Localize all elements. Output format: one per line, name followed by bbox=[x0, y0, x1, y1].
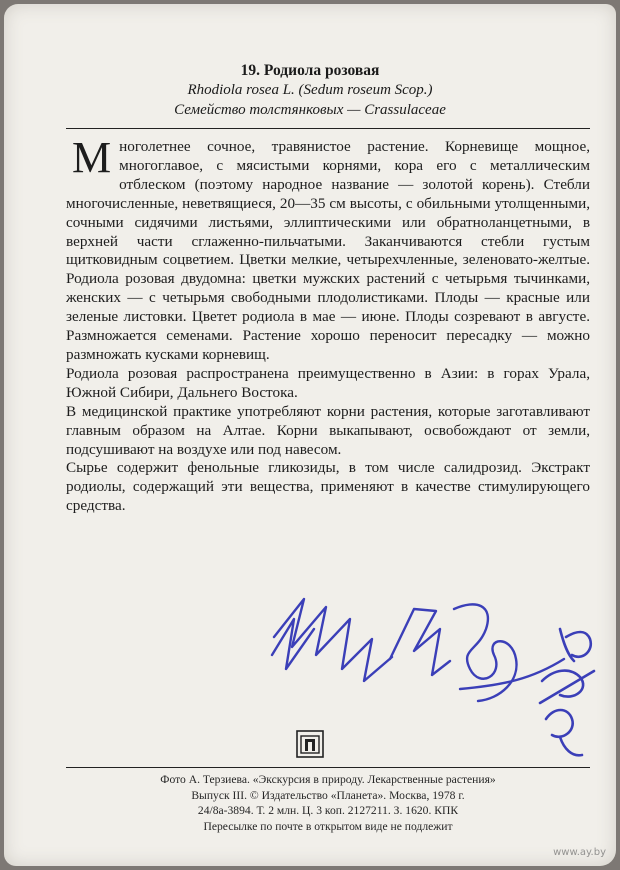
imprint-line-2: Выпуск III. © Издательство «Планета». Москва, 1978 г. bbox=[191, 788, 465, 802]
imprint-line-4: Пересылке по почте в открытом виде не подлежит bbox=[203, 819, 453, 833]
family-name: Семейство толстянковых — Crassulaceae bbox=[174, 102, 446, 118]
watermark: www.ay.by bbox=[553, 847, 606, 858]
imprint-line-3: 24/8а-3894. Т. 2 млн. Ц. 3 коп. 2127211. З. 1620. КПК bbox=[197, 804, 459, 817]
paragraph-1-text: ноголетнее сочное, травянистое растение. Корневище мощное, многоглавое, с мясистыми корнями, кора его с металлическим отблеском (поэтому народное название — золотой корень). Стебли многочисленные, неветвящиеся, 20—35 см высоты, с обильными утолщенными, сочными сидячими листьями, эллиптическими или обратноланцетными, в верхней части сглаженно-пильчатыми. Заканчиваются стебли густым щитковидным соцветием. Цветки мелкие, четырехчленные, зеленовато-желтые. Родиола розовая двудомна: цветки мужских растений с четырьмя тычинками, женских — с четырьмя свободными плодолистиками. Плоды — красные или зеленые листовки. Цветет родиола в мае — июне. Плоды созревают в августе. Размножается семенами. Растение хорошо переносит пересадку — можно размножать кусками корневищ. bbox=[66, 138, 590, 363]
paragraph-1 bbox=[66, 133, 590, 365]
publication-imprint bbox=[66, 772, 590, 834]
postcard-back bbox=[4, 4, 616, 866]
imprint-line-1: Фото А. Терзиева. «Экскурсия в природу. Лекарственные растения» bbox=[160, 773, 496, 786]
description-body bbox=[66, 133, 590, 516]
paragraph-4: Сырье содержит фенольные гликозиды, в том числе салидрозид. Экстракт родиолы, содержащий эти вещества, применяют в качестве стимулирующего средства. bbox=[66, 459, 590, 515]
latin-name: Rhodiola rosea L. (Sedum roseum Scop.) bbox=[187, 82, 433, 98]
card-title: 19. Родиола розовая bbox=[240, 62, 380, 79]
drop-cap: М bbox=[72, 133, 112, 182]
top-divider bbox=[66, 128, 590, 129]
paragraph-3: В медицинской практике употребляют корни растения, которые заготавливают главным образом на Алтае. Корни выкапывают, освобождают от земли, подсушивают на воздухе или под навесом. bbox=[66, 402, 590, 458]
paragraph-2: Родиола розовая распространена преимущественно в Азии: в горах Урала, Южной Сибири, Дальнего Востока. bbox=[66, 364, 590, 401]
publisher-logo bbox=[296, 730, 324, 758]
bottom-divider bbox=[66, 767, 590, 768]
handwritten-note: 84/02/6 bbox=[264, 589, 268, 590]
